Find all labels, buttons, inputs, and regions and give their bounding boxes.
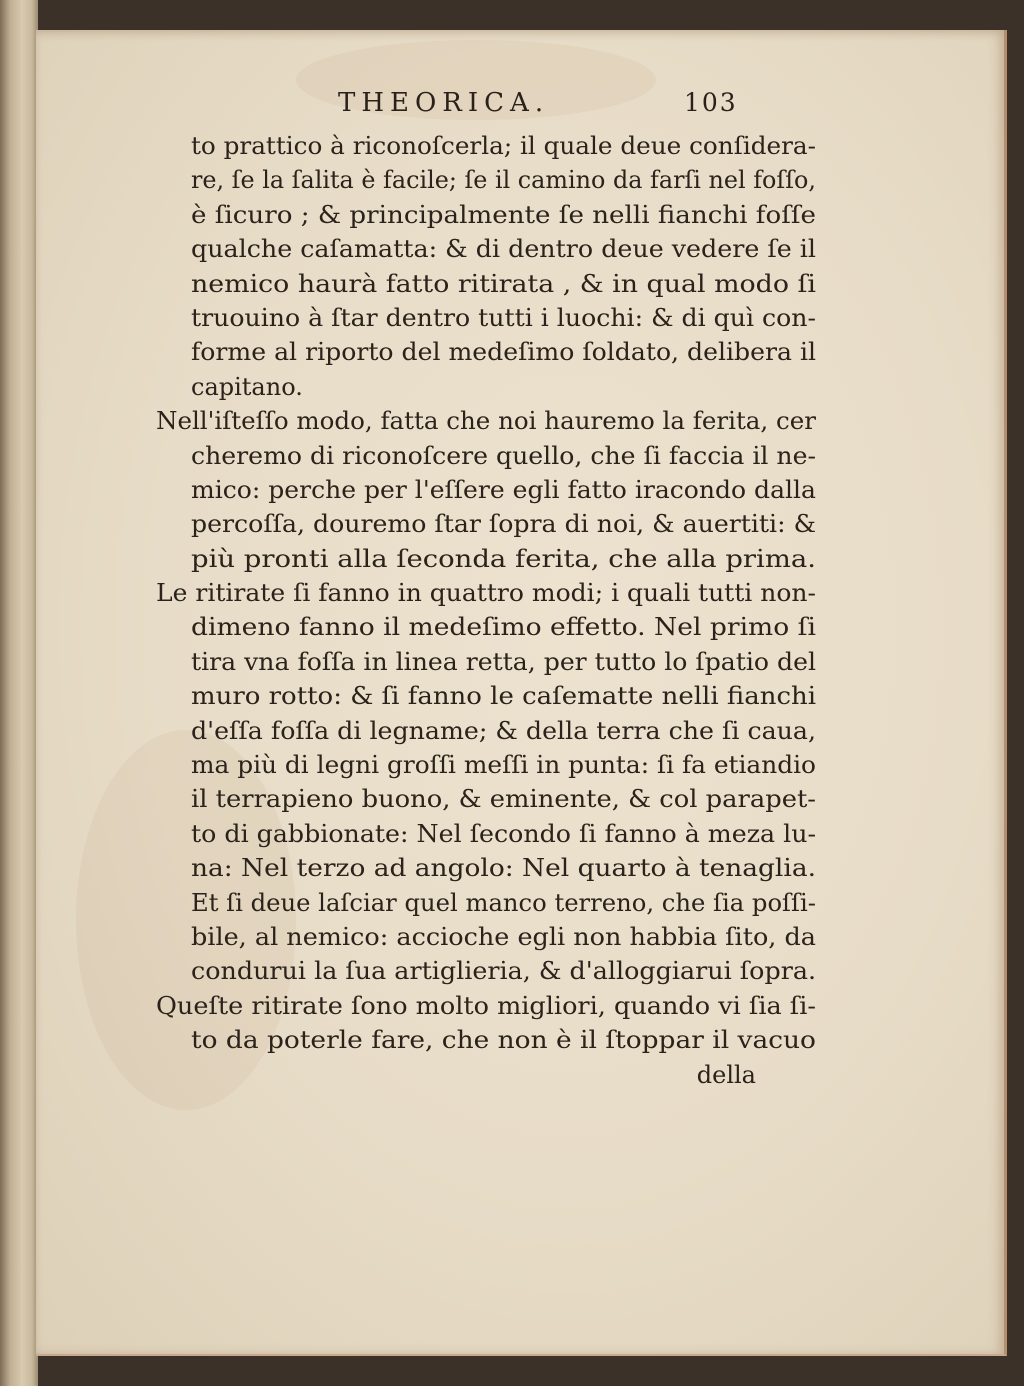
book-page	[36, 30, 1007, 1356]
running-title: THEORICA.	[338, 88, 550, 118]
text-line: na: Nel terzo ad angolo: Nel quarto à tenaglia.	[191, 854, 816, 883]
text-line: d'eſſa foſſa di legname; & della terra che ſi caua,	[191, 716, 817, 745]
text-line: dimeno fanno il medeſimo effetto. Nel primo ſi	[191, 613, 816, 642]
text-line: to prattico à riconoſcerla; il quale deue conſidera-	[191, 132, 816, 160]
text-line: bile, al nemico: accioche egli non habbia ſito, da	[191, 922, 816, 951]
text-line: condurui la ſua artiglieria, & d'alloggiarui ſopra.	[191, 957, 817, 986]
text-line: muro rotto: & ſi fanno le caſematte nelli fianchi	[191, 682, 817, 711]
text-line: re, ſe la ſalita è facile; ſe il camino da farſi nel foſſo,	[191, 166, 816, 195]
text-line: è ſicuro ; & principalmente ſe nelli fianchi foſſe	[191, 200, 817, 229]
text-line: nemico haurà fatto ritirata , & in qual modo ſi	[191, 269, 817, 298]
text-line: il terrapieno buono, & eminente, & col parapet-	[191, 785, 817, 814]
text-line: mico: perche per l'eſſere egli fatto iracondo dalla	[191, 475, 816, 504]
body-text	[156, 129, 816, 1092]
text-line: più pronti alla ſeconda ferita, che alla prima.	[191, 544, 817, 573]
text-line: capitano.	[191, 372, 303, 401]
paragraph-first-line: Queſte ritirate ſono molto migliori, quando vi ſia ſi-	[156, 991, 817, 1020]
text-line: tira vna foſſa in linea retta, per tutto lo ſpatio del	[191, 647, 816, 676]
text-line: cheremo di riconoſcere quello, che ſi faccia il ne-	[191, 441, 817, 470]
catchword: della	[696, 1060, 756, 1089]
text-line: to di gabbionate: Nel ſecondo ſi fanno à meza lu-	[191, 819, 817, 848]
text-line: forme al riporto del medeſimo ſoldato, delibera il	[191, 338, 817, 367]
facing-page-edge	[0, 0, 38, 1386]
text-line: ma più di legni groſſi meſſi in punta: ſi fa etiandio	[191, 751, 816, 780]
text-line: to da poterle fare, che non è il ſtoppar il vacuo	[191, 1026, 816, 1055]
paragraph-first-line: Le ritirate ſi fanno in quattro modi; i quali tutti non-	[156, 579, 816, 608]
text-line: Et ſi deue laſciar quel manco terreno, che ſia poſſi-	[191, 888, 816, 917]
page-number: 103	[684, 88, 738, 117]
text-line: percoſſa, douremo ſtar ſopra di noi, & auertiti: &	[191, 510, 817, 539]
text-line: qualche caſamatta: & di dentro deue vedere ſe il	[191, 235, 816, 264]
paragraph-first-line: Nell'iſteſſo modo, fatta che noi hauremo la ferita, cer	[156, 407, 816, 436]
text-line: truouino à ſtar dentro tutti i luochi: & di quì con-	[191, 303, 816, 332]
